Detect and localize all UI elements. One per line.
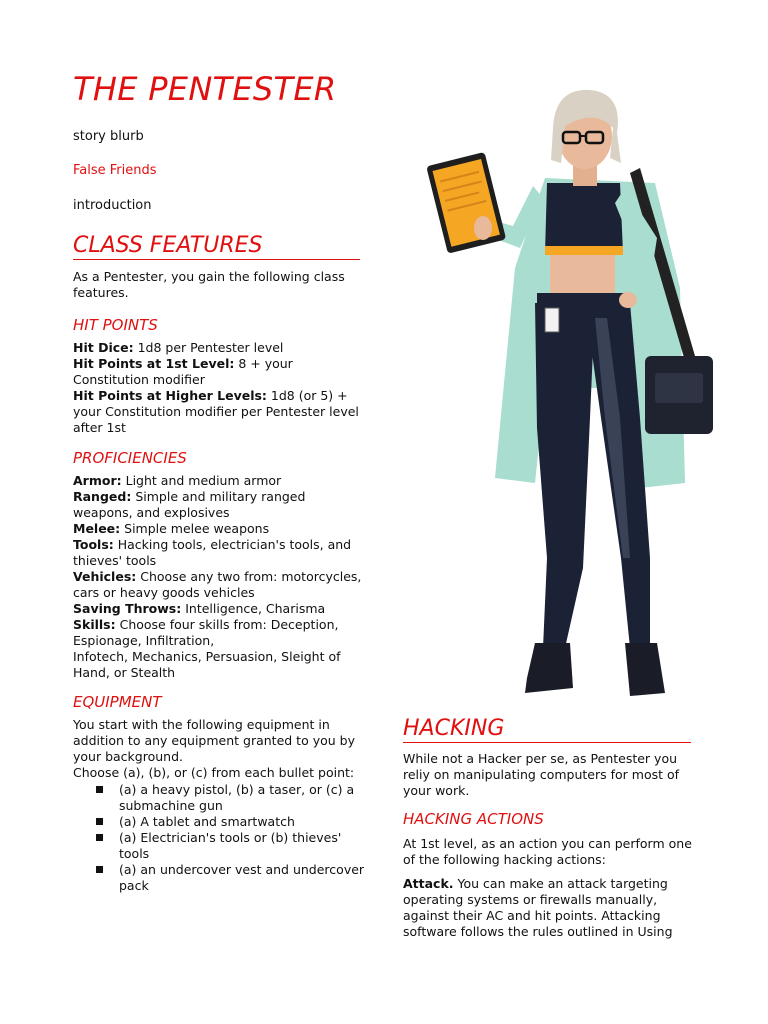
armor-label: Armor: (73, 473, 122, 488)
tools-label: Tools: (73, 537, 114, 552)
hit-points-heading: HIT POINTS (73, 316, 158, 334)
vehicles-label: Vehicles: (73, 569, 137, 584)
higher-levels-label: Hit Points at Higher Levels: (73, 388, 267, 403)
higher-levels-value: 1d8 (or 5) + your Constitution modifier per Pentester level after 1st (73, 388, 359, 435)
proficiencies-block (73, 473, 365, 681)
bullet-square-icon (96, 786, 103, 793)
page-title: THE PENTESTER (73, 70, 337, 108)
left-shoe (525, 643, 573, 693)
class-features-heading: CLASS FEATURES (73, 233, 360, 260)
melee-value: Simple melee weapons (124, 521, 270, 536)
list-item: (a) Electrician's tools or (b) thieves' tools (95, 830, 365, 862)
ranged-value: Simple and military ranged weapons, and explosives (73, 489, 306, 520)
attack-paragraph (403, 876, 693, 940)
attack-label: Attack. (403, 876, 454, 891)
saving-throws-label: Saving Throws: (73, 601, 182, 616)
list-item: (a) A tablet and smartwatch (95, 814, 365, 830)
hacking-actions-text: At 1st level, as an action you can perform one of the following hacking actions: (403, 836, 692, 867)
character-illustration (425, 88, 735, 708)
skills-label: Skills: (73, 617, 116, 632)
equipment-list (95, 782, 365, 894)
armor-value: Light and medium armor (125, 473, 282, 488)
hand (474, 216, 492, 240)
bullet-square-icon (96, 866, 103, 873)
first-level-label: Hit Points at 1st Level: (73, 356, 235, 371)
hacking-actions-heading: HACKING ACTIONS (403, 810, 544, 828)
false-friends-text: False Friends (73, 163, 157, 178)
story-blurb: story blurb (73, 129, 144, 144)
bullet-square-icon (96, 818, 103, 825)
class-features-text: As a Pentester, you gain the following class features. (73, 269, 345, 300)
vehicles-value: Choose any two from: motorcycles, cars or heavy goods vehicles (73, 569, 362, 600)
equipment-heading: EQUIPMENT (73, 693, 162, 711)
list-item: (a) a heavy pistol, (b) a taser, or (c) a submachine gun (95, 782, 365, 814)
tools-value: Hacking tools, electrician's tools, and thieves' tools (73, 537, 352, 568)
hit-dice-value: 1d8 per Pentester level (137, 340, 284, 355)
crop-top (545, 183, 623, 253)
hacking-text: While not a Hacker per se, as Pentester you reliy on manipulating computers for most of your work. (403, 751, 680, 798)
melee-label: Melee: (73, 521, 121, 536)
proficiencies-heading: PROFICIENCIES (73, 449, 187, 467)
skills-value: Choose four skills from: Deception, Espionage, Infiltration, (73, 617, 339, 648)
equipment-choose-text: Choose (a), (b), or (c) from each bullet point: (73, 765, 355, 780)
hit-points-block (73, 340, 365, 436)
equipment-text: You start with the following equipment in addition to any equipment granted to you by your background. (73, 717, 355, 764)
midriff (550, 253, 615, 298)
introduction-text: introduction (73, 198, 152, 213)
hit-dice-label: Hit Dice: (73, 340, 134, 355)
hacking-heading: HACKING (403, 716, 691, 743)
ranged-label: Ranged: (73, 489, 132, 504)
first-level-value: 8 + your Constitution modifier (73, 356, 293, 387)
skills-value-continued: Infotech, Mechanics, Persuasion, Sleight of Hand, or Stealth (73, 649, 341, 680)
attack-text: You can make an attack targeting operating systems or firewalls manually, against their AC and hit points. Attacking software follows the rules outlined in Using (403, 876, 673, 939)
saving-throws-value: Intelligence, Charisma (185, 601, 326, 616)
id-badge-icon (545, 308, 559, 332)
list-item: (a) an undercover vest and undercover pack (95, 862, 365, 894)
right-shoe (625, 643, 665, 696)
tablet-icon (426, 152, 506, 254)
bullet-square-icon (96, 834, 103, 841)
left-leg (535, 303, 595, 648)
